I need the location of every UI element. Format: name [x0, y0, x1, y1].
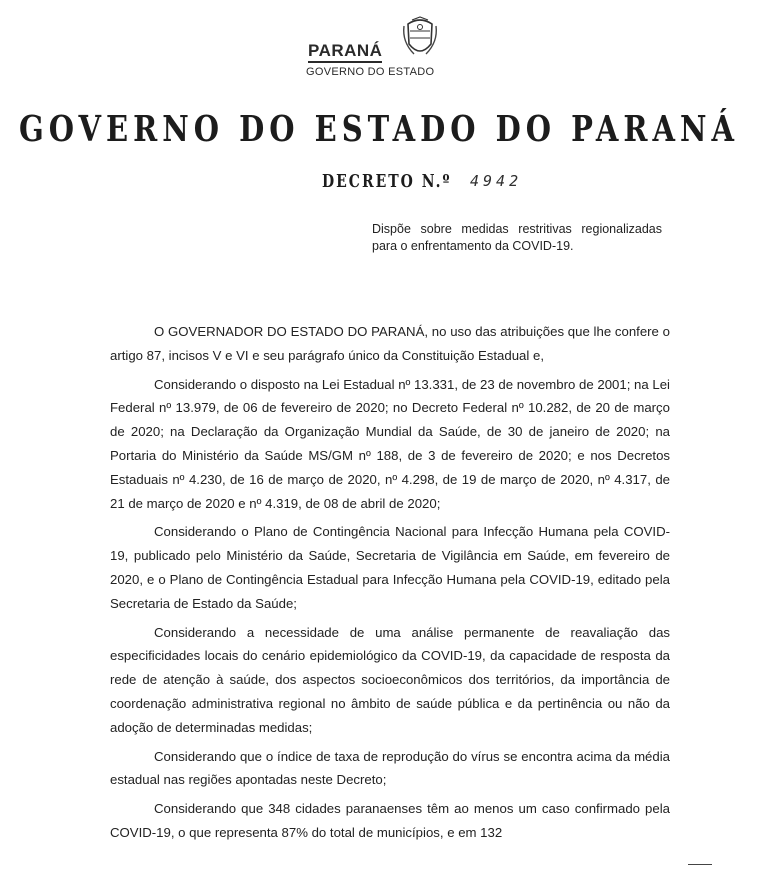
- decree-number: 4942: [469, 172, 523, 190]
- whereas-paragraph: Considerando o Plano de Contingência Nacional para Infecção Humana pela COVID-19, publicado pelo Ministério da Saúde, Secretaria de Vigilância em Saúde, em fevereiro de 2020, e o Plano de Contingência Estadual para Infecção Humana pela COVID-19, editado pela Secretaria de Estado da Saúde;: [110, 524, 670, 611]
- whereas-paragraph: Considerando que 348 cidades paranaenses têm ao menos um caso confirmado pela COVID-19, o que representa 87% do total de municípios, e em 132: [110, 801, 670, 840]
- whereas-paragraph: Considerando que o índice de taxa de reprodução do vírus se encontra acima da média estadual nas regiões apontadas neste Decreto;: [110, 748, 670, 788]
- decree-heading: [322, 172, 522, 194]
- decree-summary: Dispõe sobre medidas restritivas regionalizadas para o enfrentamento da COVID-19.: [372, 222, 662, 253]
- margin-mark: [688, 864, 712, 865]
- decree-body: [110, 320, 670, 850]
- whereas-paragraph: Considerando o disposto na Lei Estadual nº 13.331, de 23 de novembro de 2001; na Lei Federal nº 13.979, de 06 de fevereiro de 2020; no Decreto Federal nº 10.282, de 20 de março de 2020; na Declaração da Organização Mundial da Saúde, de 30 de janeiro de 2020; na Portaria do Ministério da Saúde MS/GM nº 188, de 3 de fevereiro de 2020; e nos Decretos Estaduais nº 4.230, de 16 de março de 2020, nº 4.298, de 19 de março de 2020, nº 4.317, de 21 de março de 2020 e nº 4.319, de 08 de abril de 2020;: [110, 376, 670, 511]
- state-logo: [306, 14, 456, 84]
- government-title: GOVERNO DO ESTADO DO PARANÁ: [19, 108, 739, 150]
- coat-of-arms-icon: [400, 16, 440, 62]
- logo-wordmark: PARANÁ: [308, 42, 382, 63]
- preamble-paragraph: O GOVERNADOR DO ESTADO DO PARANÁ, no uso das atribuições que lhe confere o artigo 87, incisos V e VI e seu parágrafo único da Constituição Estadual e,: [110, 324, 670, 363]
- whereas-paragraph: Considerando a necessidade de uma análise permanente de reavaliação das especificidades locais do cenário epidemiológico da COVID-19, da capacidade de resposta da rede de atenção à saúde, dos aspectos socioeconômicos dos territórios, da importância de coordenação administrativa regional no âmbito de saúde pública e da pertinência ou não da adoção de determinadas medidas;: [110, 624, 670, 735]
- decree-label: DECRETO N.º: [322, 172, 452, 192]
- logo-subtitle: GOVERNO DO ESTADO: [306, 66, 435, 78]
